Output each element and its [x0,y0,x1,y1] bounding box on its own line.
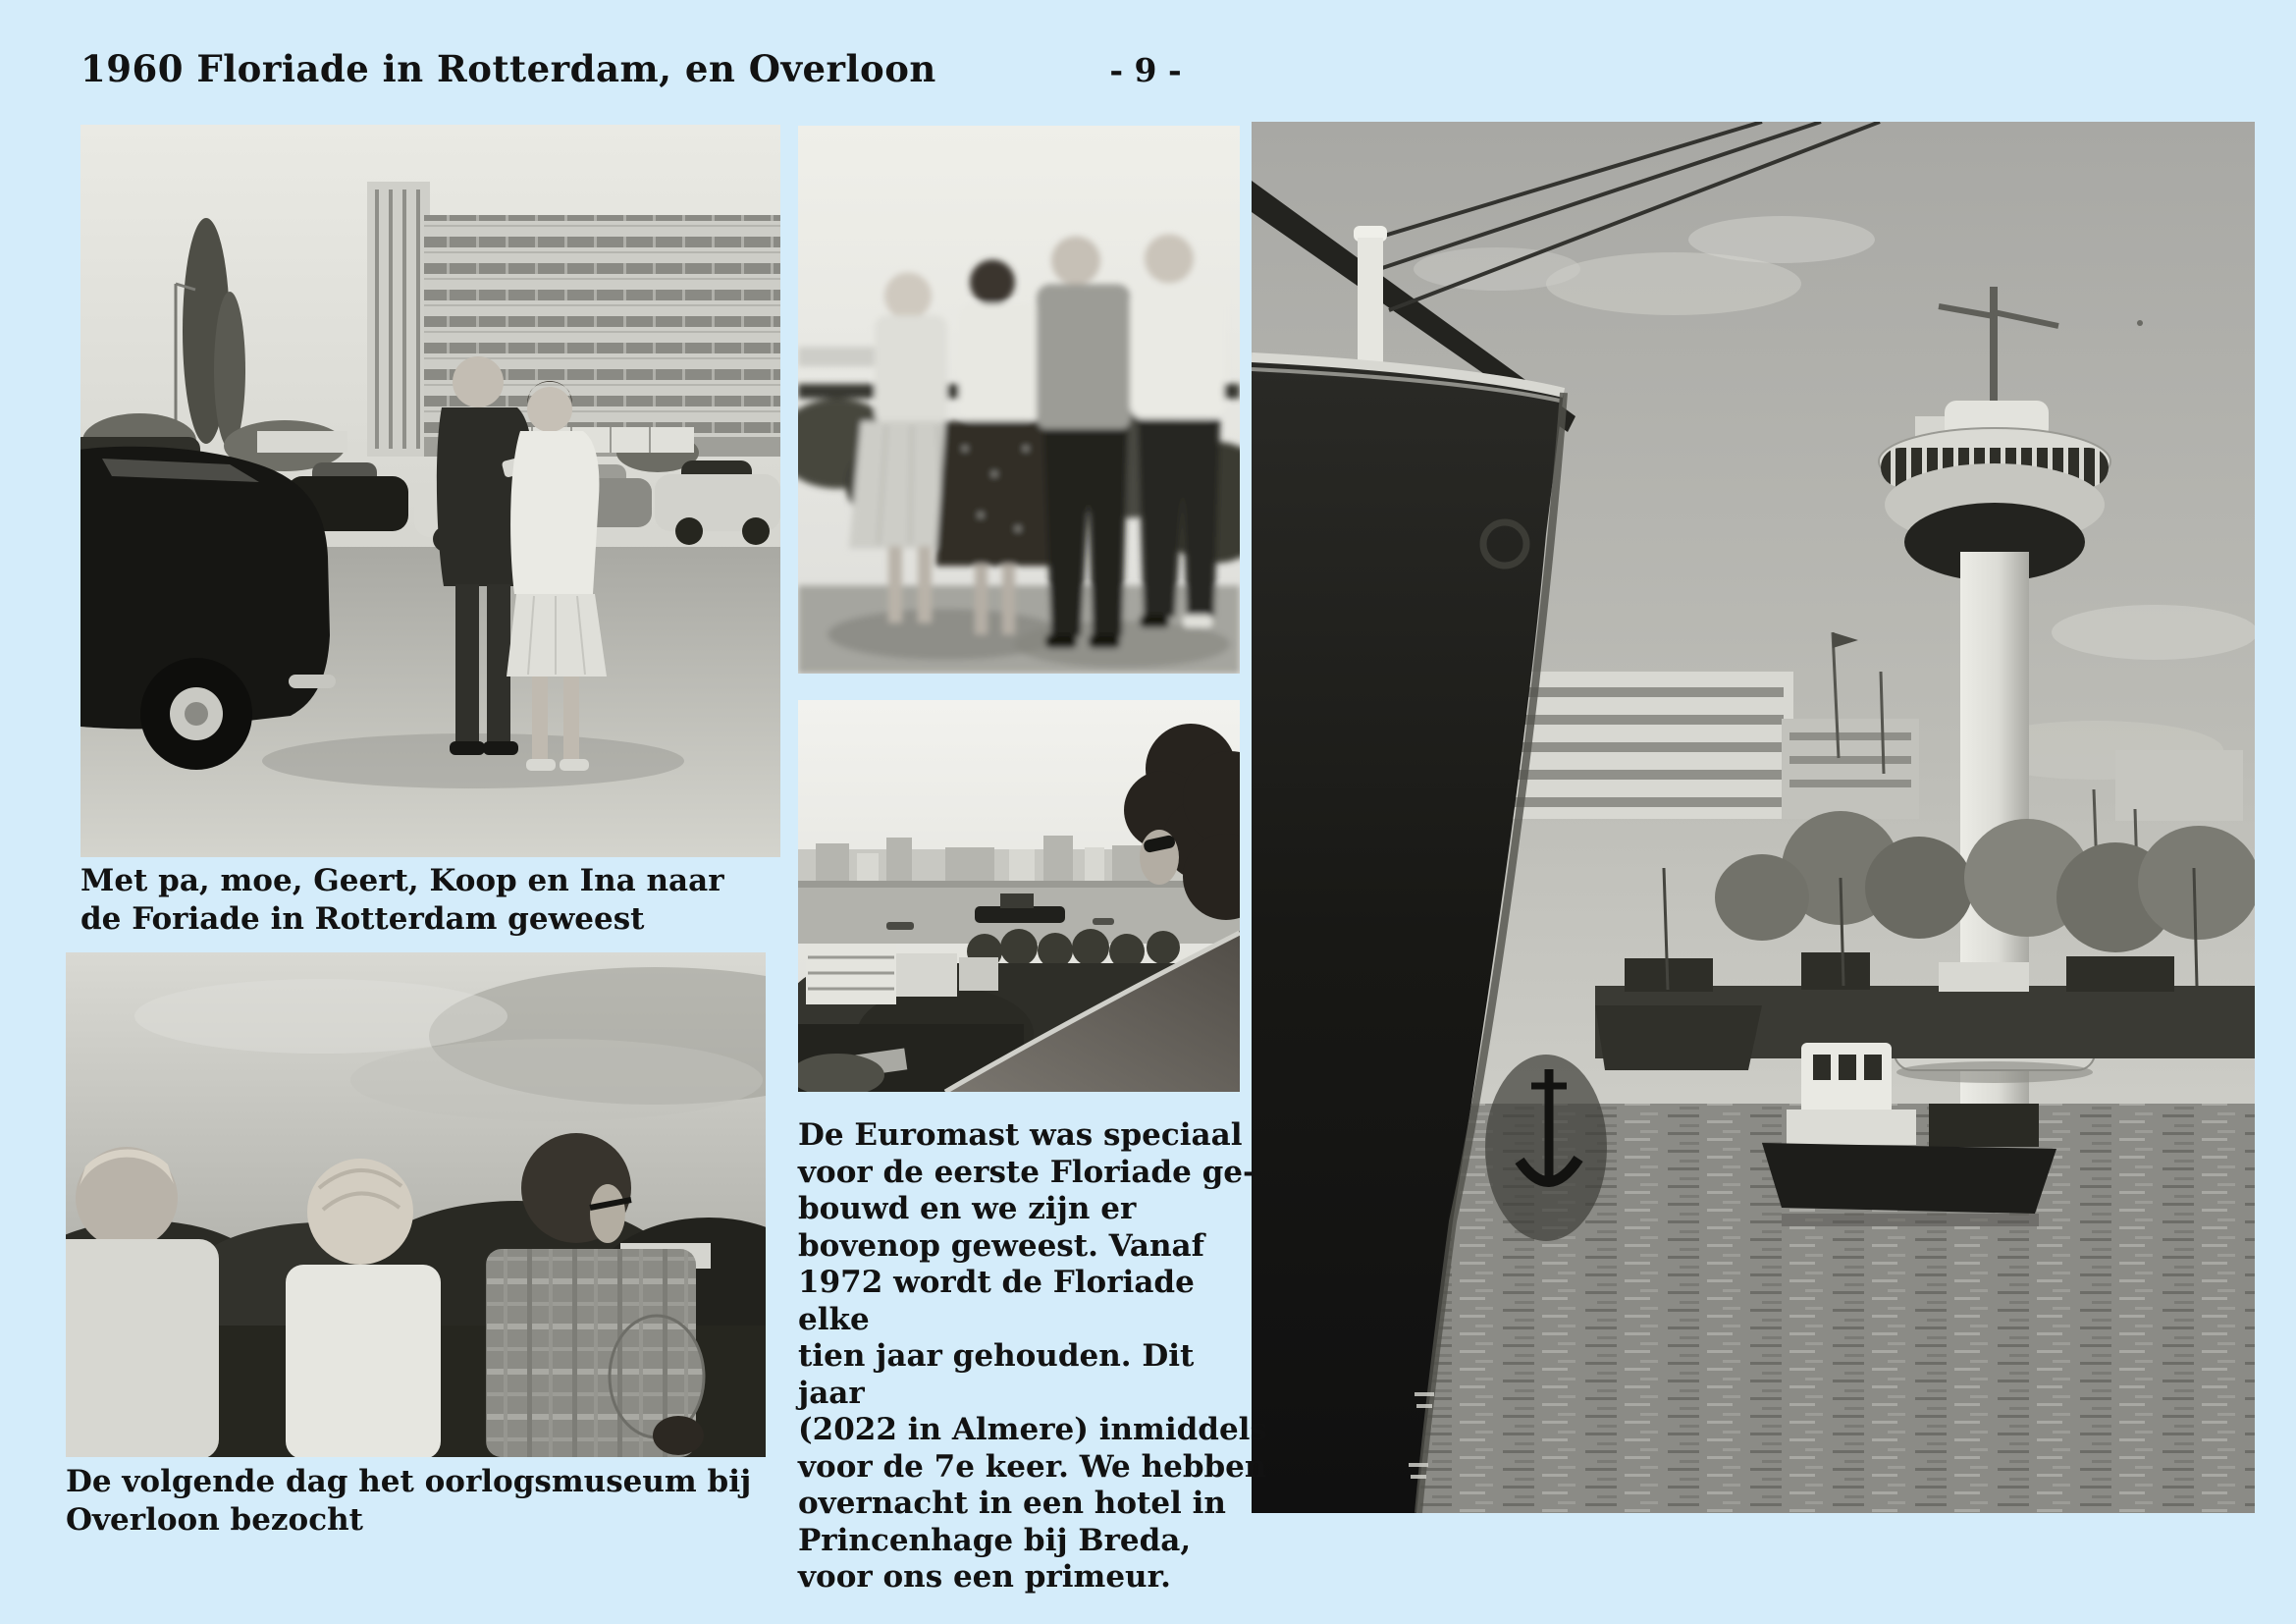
photo-euromast-harbour [1252,122,2255,1513]
caption-parking-line2: de Foriade in Rotterdam geweest [80,901,645,937]
page-title: 1960 Floriade in Rotterdam, en Overloon [80,47,936,90]
photo-museum-image [66,952,766,1457]
paragraph-line: voor ons een primeur. [798,1559,1171,1595]
paragraph-line: tien jaar gehouden. Dit jaar [798,1338,1195,1411]
photo-railing-image [798,126,1240,674]
photo-euromast-image [1252,122,2255,1513]
caption-parking-line1: Met pa, moe, Geert, Koop en Ina naar [80,863,724,898]
photo-aerial-image [798,700,1240,1092]
paragraph-line: voor de eerste Floriade ge- [798,1154,1255,1190]
paragraph-line: Princenhage bij Breda, [798,1522,1192,1558]
euromast-paragraph [798,1117,1269,1597]
caption-parking [80,862,724,939]
photo-parking-floriade [80,125,780,857]
photo-group-railing [798,126,1240,674]
paragraph-line: bouwd en we zijn er [798,1191,1137,1226]
paragraph-line: bovenop geweest. Vanaf [798,1227,1204,1264]
photo-parking-image [80,125,780,857]
paragraph-line: De Euromast was speciaal [798,1117,1243,1153]
paragraph-line: 1972 wordt de Floriade elke [798,1265,1195,1337]
paragraph-line: overnacht in een hotel in [798,1486,1226,1521]
paragraph-line: voor de 7e keer. We hebben [798,1448,1267,1485]
photo-aerial-harbour [798,700,1240,1092]
caption-museum-line2: Overloon bezocht [66,1502,363,1538]
paragraph-line: (2022 in Almere) inmiddels [798,1412,1267,1447]
caption-museum [66,1463,751,1540]
page-number: - 9 - [1109,51,1182,89]
caption-museum-line1: De volgende dag het oorlogsmuseum bij [66,1464,752,1499]
photo-overloon-forest [66,952,766,1457]
